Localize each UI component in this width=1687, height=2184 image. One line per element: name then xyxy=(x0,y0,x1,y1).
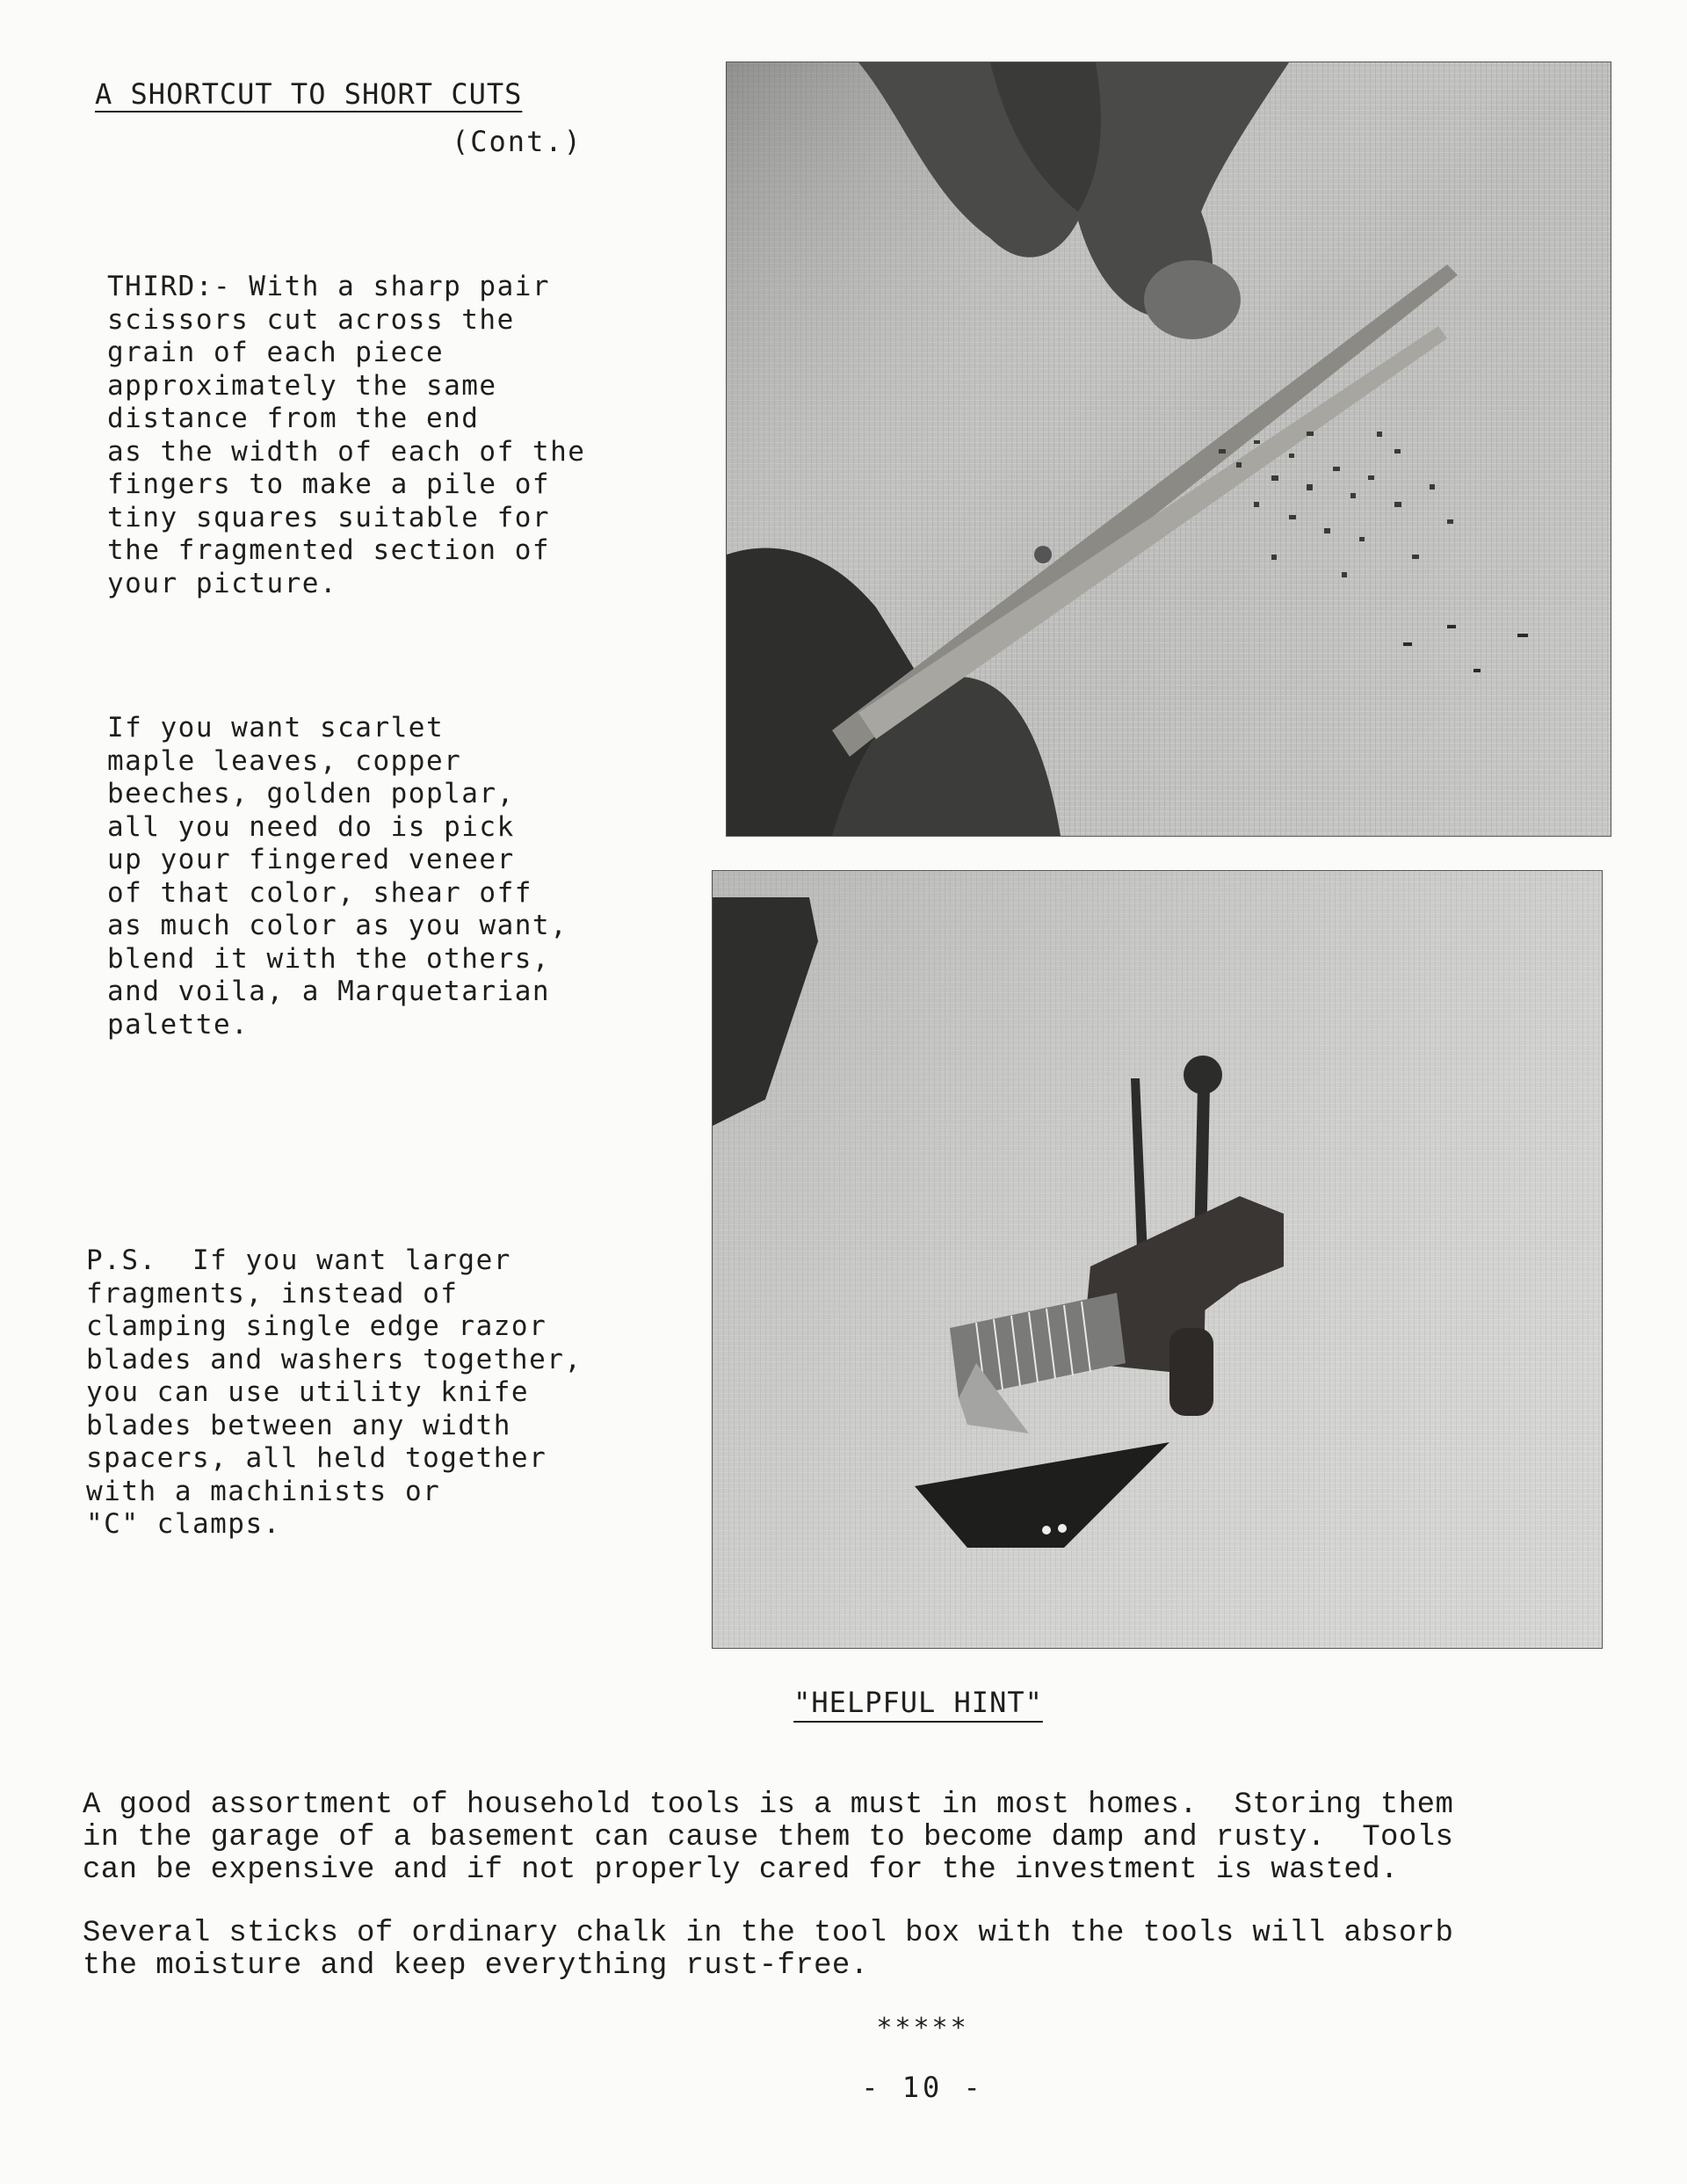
text-line: fragments, instead of xyxy=(86,1277,459,1310)
text-line: as much color as you want, xyxy=(107,910,568,941)
text-line: can be expensive and if not properly cared for the investment is wasted. xyxy=(83,1854,1399,1887)
photo-clamped-utility-blades xyxy=(712,870,1603,1649)
section-separator xyxy=(0,2013,1687,2043)
helpful-hint-heading xyxy=(0,1686,1687,1719)
text-line: of that color, shear off xyxy=(107,876,532,909)
ps-paragraph xyxy=(86,1244,583,1542)
page-number xyxy=(0,2071,1687,2104)
text-line: as the width of each of the xyxy=(107,435,586,468)
text-line: fingers to make a pile of xyxy=(107,468,551,500)
text-line: the moisture and keep everything rust-free. xyxy=(83,1949,869,1983)
text-line: Several sticks of ordinary chalk in the tool box with the tools will absorb xyxy=(83,1917,1454,1950)
text-line: palette. xyxy=(107,1008,250,1041)
text-line: you can use utility knife xyxy=(86,1376,530,1408)
text-line: P.S. If you want larger xyxy=(86,1244,511,1276)
text-line: with a machinists or xyxy=(86,1475,441,1507)
text-line: tiny squares suitable for xyxy=(107,501,551,533)
third-step-paragraph xyxy=(107,271,585,600)
article-title: A SHORTCUT TO SHORT CUTS xyxy=(95,77,523,111)
text-line: scissors cut across the xyxy=(107,303,515,336)
text-line: and voila, a Marquetarian xyxy=(107,976,551,1007)
separator-text: ***** xyxy=(876,2013,969,2043)
text-line: beeches, golden poplar, xyxy=(107,778,515,809)
text-line: If you want scarlet xyxy=(107,712,445,744)
helpful-hint-heading-text: "HELPFUL HINT" xyxy=(793,1686,1043,1719)
text-line: THIRD:- With a sharp pair xyxy=(107,271,551,302)
text-line: in the garage of a basement can cause them to become damp and rusty. Tools xyxy=(83,1821,1454,1854)
text-line: all you need do is pick xyxy=(107,810,515,843)
page-number-text: - 10 - xyxy=(861,2071,984,2104)
text-line: the fragmented section of xyxy=(107,534,551,566)
text-line: grain of each piece xyxy=(107,337,445,368)
text-line: blend it with the others, xyxy=(107,942,551,975)
scissors-photo-svg xyxy=(727,62,1611,836)
text-line: "C" clamps. xyxy=(86,1508,281,1540)
color-tip-paragraph xyxy=(107,712,568,1041)
text-line: maple leaves, copper xyxy=(107,744,462,777)
text-line: spacers, all held together xyxy=(86,1442,547,1474)
photo-scissors-cutting-veneer xyxy=(726,62,1611,837)
text-line: blades between any width xyxy=(86,1409,511,1441)
clamp-photo-svg xyxy=(713,871,1602,1648)
text-line: clamping single edge razor xyxy=(86,1310,547,1342)
text-line: approximately the same xyxy=(107,369,497,402)
hint-paragraph-2 xyxy=(83,1918,1453,1983)
text-line: your picture. xyxy=(107,567,338,599)
hint-paragraph-1 xyxy=(83,1789,1453,1887)
continued-label: (Cont.) xyxy=(452,125,583,158)
text-line: distance from the end xyxy=(107,403,480,434)
text-line: A good assortment of household tools is a must in most homes. Storing them xyxy=(83,1789,1454,1822)
text-line: up your fingered veneer xyxy=(107,844,515,875)
text-line: blades and washers together, xyxy=(86,1343,583,1375)
